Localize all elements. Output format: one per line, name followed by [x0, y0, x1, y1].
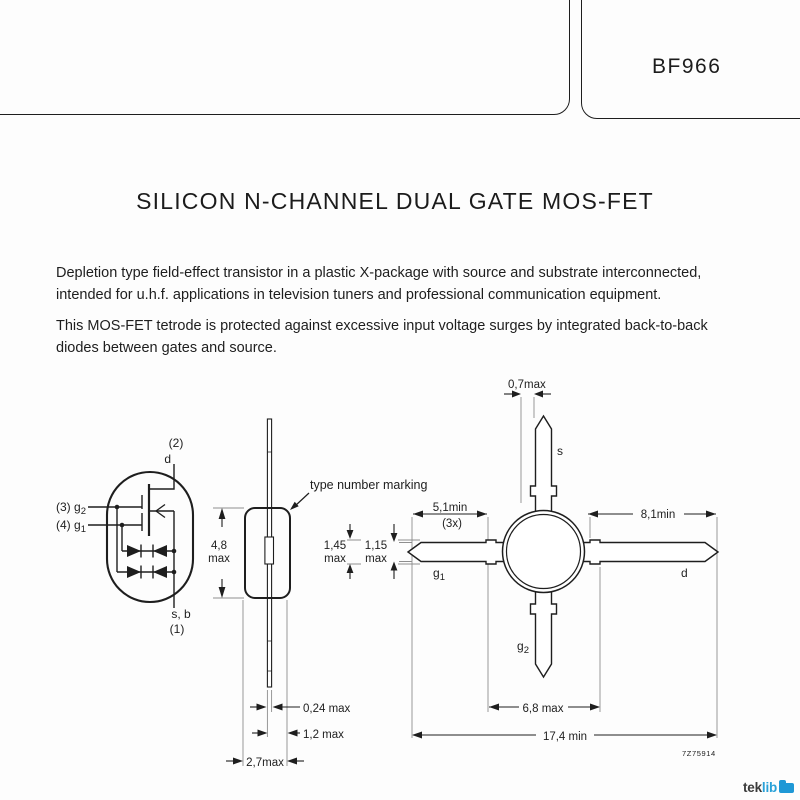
dim-lead-length-short-note: (3x) [442, 518, 462, 530]
brand-logo [743, 780, 794, 795]
label-drain: d [681, 566, 688, 580]
part-number: BF966 [652, 55, 722, 78]
dim-lead-length-long: 8,1min [640, 509, 676, 521]
header-tab-left [0, 0, 570, 115]
package-body-outer [503, 511, 585, 593]
symbol-drain-label: d [164, 452, 171, 466]
label-source: s [557, 444, 563, 458]
drawing-code: 7Z75914 [682, 749, 716, 758]
brand-tek: tek [743, 780, 762, 795]
symbol-source-label: s, b [171, 607, 191, 621]
dim-body-height-unit: max [208, 553, 230, 565]
dim-body-depth: 2,7max [246, 757, 284, 769]
lead-drain [581, 540, 718, 564]
dim-lead-width-unit: max [365, 553, 387, 565]
symbol-gate1-label: (4) $g_1$ [56, 518, 86, 535]
folder-icon [779, 783, 794, 793]
symbol-pin2-label: (2) [168, 436, 184, 450]
package-side-view [208, 419, 427, 769]
symbol-gate2-label: (3) $g_2$ [56, 500, 86, 517]
lead-source [531, 416, 557, 512]
description [56, 262, 754, 368]
page-title: SILICON N-CHANNEL DUAL GATE MOS-FET [136, 188, 654, 214]
dim-lead-length-short: 5,1min [432, 502, 468, 514]
circuit-symbol [56, 436, 193, 636]
label-gate2: $g_2$ [517, 639, 529, 656]
dim-lead-width: 1,15 [364, 540, 388, 552]
label-gate1: $g_1$ [433, 566, 445, 583]
package-outline-figure [0, 372, 800, 782]
description-paragraph-2: This MOS-FET tetrode is protected against excessive input voltage surges by integrated back-to-back diodes between gates and source. [56, 318, 708, 356]
dim-tip-width: 0,7max [508, 379, 546, 391]
lead-gate2 [531, 590, 557, 677]
dim-body-width: 6,8 max [522, 703, 564, 715]
marking-note: type number marking [310, 478, 428, 492]
dim-lead-thickness: 0,24 max [303, 703, 351, 715]
lead-gate1 [408, 540, 505, 564]
dim-overall-length: 17,4 min [542, 731, 588, 743]
dim-shoulder-width: 1,45 [323, 540, 347, 552]
description-paragraph-1: Depletion type field-effect transistor in a plastic X-package with source and substrate interconnected, intended for u.h.f. applications in television tuners and professional communication equipment. [56, 265, 702, 303]
package-top-view [324, 379, 718, 758]
dim-shoulder-width-unit: max [324, 553, 346, 565]
dim-lead-offset: 1,2 max [303, 729, 344, 741]
dim-body-height: 4,8 [211, 540, 227, 552]
symbol-pin1-label: (1) [169, 622, 185, 636]
brand-lib: lib [761, 780, 778, 795]
